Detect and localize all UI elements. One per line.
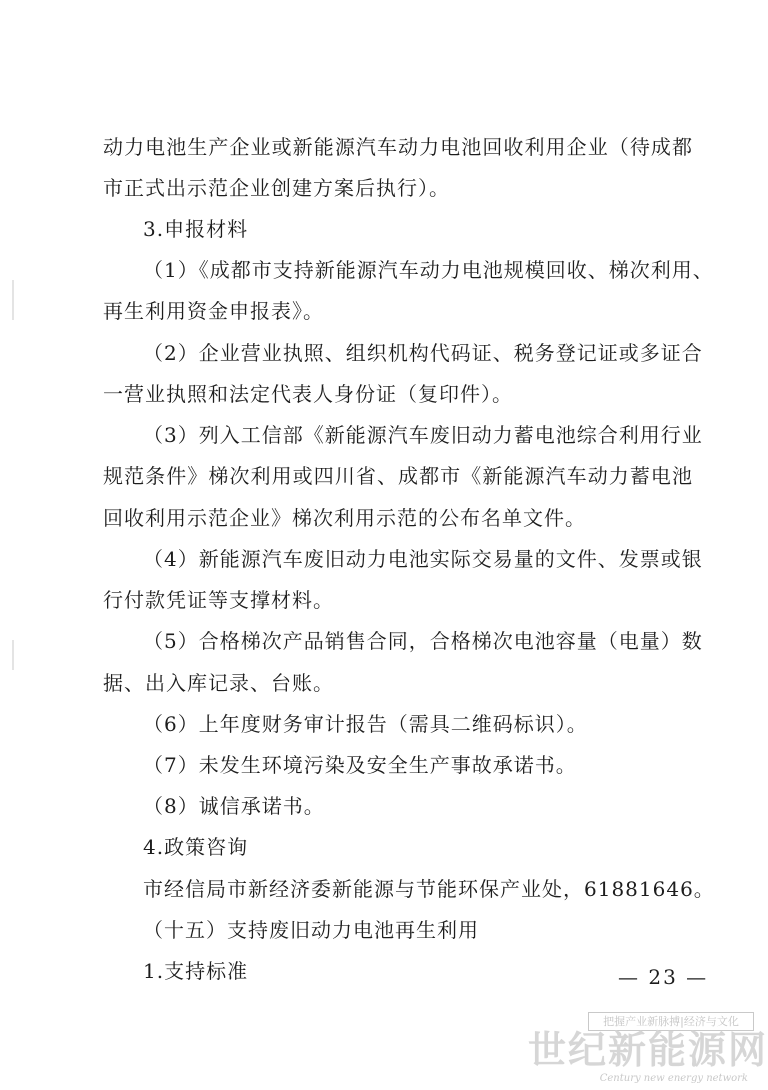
paragraph-line: 再生利用资金申报表》。 (103, 299, 324, 323)
margin-scan-mark (12, 280, 14, 320)
margin-scan-mark (12, 640, 14, 670)
paragraph-line: （1）《成都市支持新能源汽车动力电池规模回收、梯次利用、 (143, 258, 714, 282)
paragraph-line: （2）企业营业执照、组织机构代码证、税务登记证或多证合 (143, 341, 703, 365)
paragraph-line: 回收利用示范企业》梯次利用示范的公布名单文件。 (103, 506, 586, 530)
paragraph-line: 动力电池生产企业或新能源汽车动力电池回收利用企业（待成都 (103, 135, 693, 159)
watermark-tagline: Century new energy network (599, 1073, 748, 1084)
paragraph-line: 行付款凭证等支撑材料。 (103, 588, 334, 612)
paragraph-line: （7）未发生环境污染及安全生产事故承诺书。 (143, 753, 577, 777)
paragraph-line: 市经信局市新经济委新能源与节能环保产业处，61881646。 (143, 877, 715, 901)
watermark-logo: 世纪新能源网 (528, 1028, 768, 1072)
paragraph-line: （6）上年度财务审计报告（需具二维码标识）。 (143, 712, 588, 736)
paragraph-line: 一营业执照和法定代表人身份证（复印件）。 (103, 382, 513, 406)
paragraph-line: 规范条件》梯次利用或四川省、成都市《新能源汽车动力蓄电池 (103, 464, 693, 488)
paragraph-line: （5）合格梯次产品销售合同，合格梯次电池容量（电量）数 (143, 629, 703, 653)
paragraph-line: （8）诚信承诺书。 (143, 794, 325, 818)
section-heading: 4.政策咨询 (143, 835, 249, 859)
paragraph-line: （4）新能源汽车废旧动力电池实际交易量的文件、发票或银 (143, 547, 703, 571)
watermark-banner: 把握产业新脉搏|经济与文化 (588, 1012, 754, 1031)
paragraph-line: 市正式出示范企业创建方案后执行）。 (103, 176, 450, 200)
section-heading: （十五）支持废旧动力电池再生利用 (143, 918, 479, 942)
section-heading: 1.支持标准 (143, 959, 249, 983)
paragraph-line: 据、出入库记录、台账。 (103, 671, 334, 695)
section-heading: 3.申报材料 (143, 217, 249, 241)
paragraph-line: （3）列入工信部《新能源汽车废旧动力蓄电池综合利用行业 (143, 423, 703, 447)
page-number: — 23 — (618, 965, 709, 989)
